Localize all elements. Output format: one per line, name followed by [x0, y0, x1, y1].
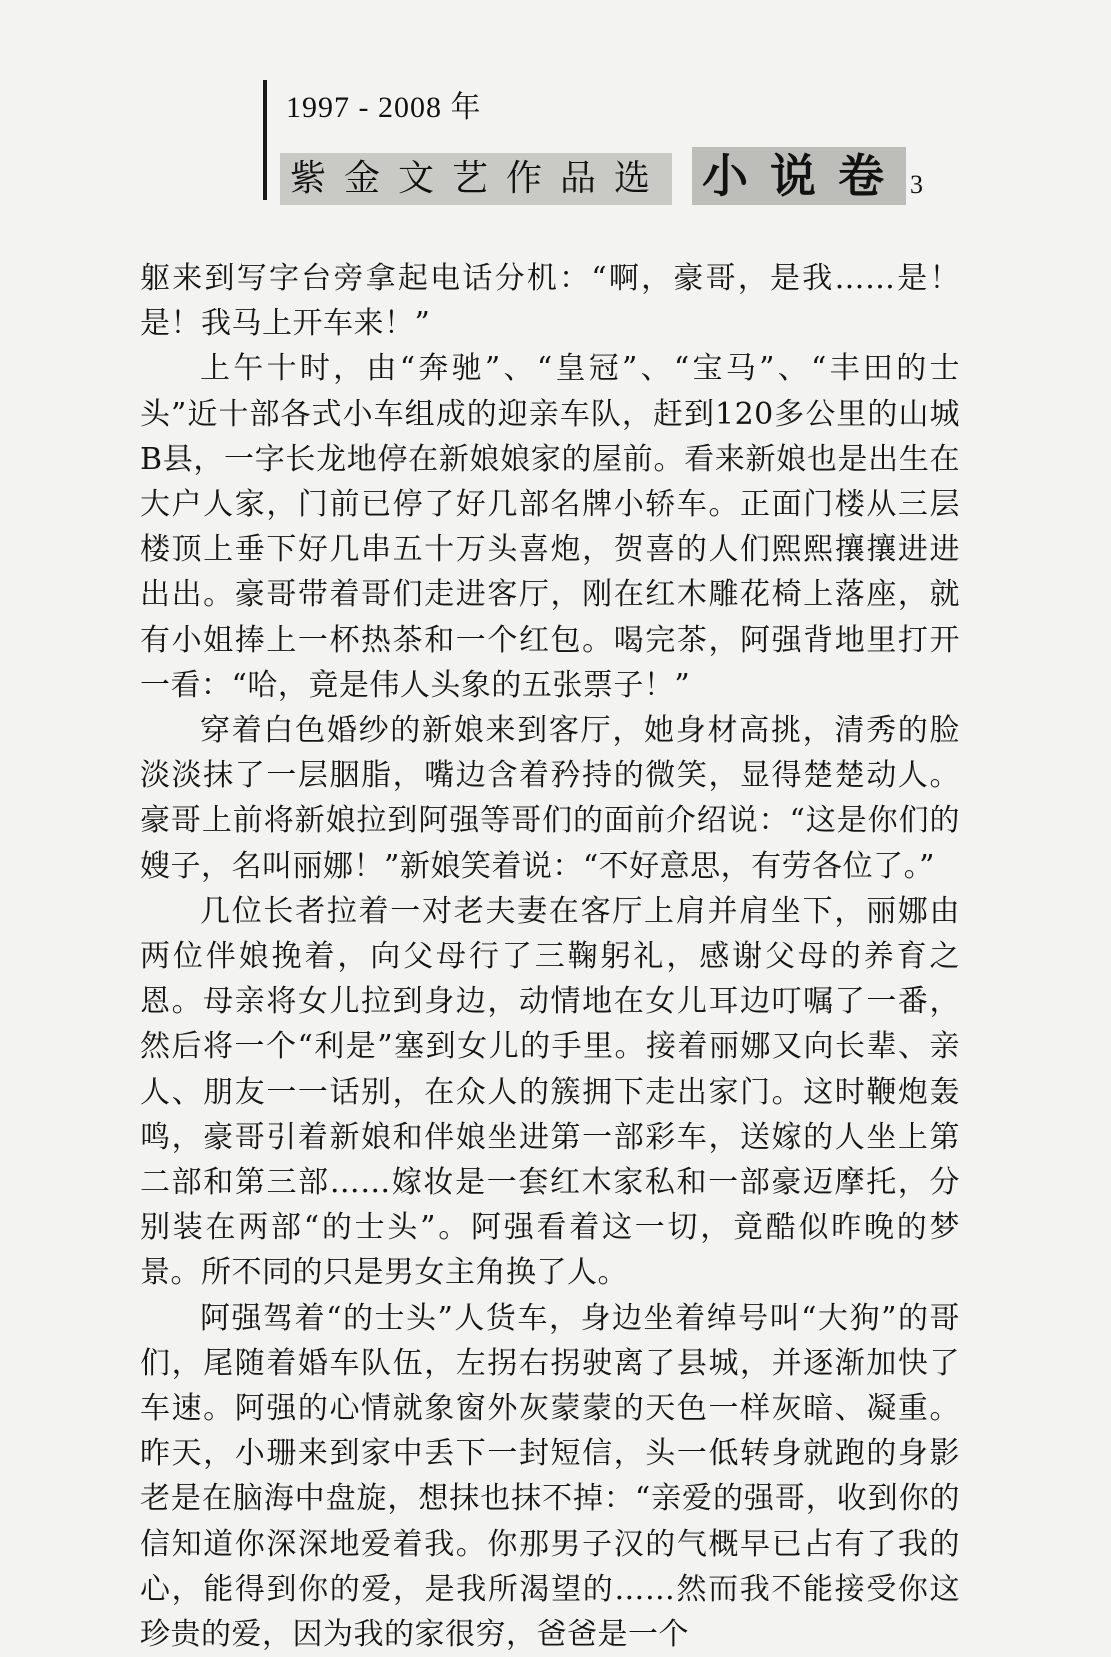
- paragraph: 躯来到写字台旁拿起电话分机：“啊，豪哥，是我……是！是！我马上开车来！”: [140, 261, 960, 342]
- header-year-range: 1997 - 2008 年: [286, 91, 482, 124]
- paragraph: 穿着白色婚纱的新娘来到客厅，她身材高挑，清秀的脸淡淡抹了一层胭脂，嘴边含着矜持的微笑，显得楚楚动人。豪哥上前将新娘拉到阿强等哥们的面前介绍说：“这是你们的嫂子，名叫丽娜！”新娘笑着说：“不好意思，有劳各位了。”: [140, 713, 960, 884]
- running-header: [280, 145, 923, 205]
- paragraph: 阿强驾着“的士头”人货车，身边坐着绰号叫“大狗”的哥们，尾随着婚车队伍，左拐右拐驶离了县城，并逐渐加快了车速。阿强的心情就象窗外灰蒙蒙的天色一样灰暗、凝重。昨天，小珊来到家中丢下一封短信，头一低转身就跑的身影老是在脑海中盘旋，想抹也抹不掉：“亲爱的强哥，收到你的信知道你深深地爱着我。你那男子汉的气概早已占有了我的心，能得到你的爱，是我所渴望的……然而我不能接受你这珍贵的爱，因为我的家很穷，爸爸是一个: [140, 1300, 960, 1653]
- header-vertical-rule: [263, 80, 267, 200]
- paragraph: 几位长者拉着一对老夫妻在客厅上肩并肩坐下，丽娜由两位伴娘挽着，向父母行了三鞠躬礼，感谢父母的养育之恩。母亲将女儿拉到身边，动情地在女儿耳边叮嘱了一番，然后将一个“利是”塞到女儿的手里。接着丽娜又向长辈、亲人、朋友一一话别，在众人的簇拥下走出家门。这时鞭炮轰鸣，豪哥引着新娘和伴娘坐进第一部彩车，送嫁的人坐上第二部和第三部……嫁妆是一套红木家私和一部豪迈摩托，分别装在两部“的士头”。阿强看着这一切，竟酷似昨晚的梦景。所不同的只是男女主角换了人。: [140, 893, 960, 1291]
- page-number: 3: [910, 170, 924, 199]
- paragraph: 上午十时，由“奔驰”、“皇冠”、“宝马”、“丰田的士头”近十部各式小车组成的迎亲车队，赶到120多公里的山城B县，一字长龙地停在新娘娘家的屋前。看来新娘也是出生在大户人家，门前已停了好几部名牌小轿车。正面门楼从三层楼顶上垂下好几串五十万头喜炮，贺喜的人们熙熙攘攘进进出出。豪哥带着哥们走进客厅，刚在红木雕花椅上落座，就有小姐捧上一杯热茶和一个红包。喝完茶，阿强背地里打开一看：“哈，竟是伟人头象的五张票子！”: [140, 351, 960, 703]
- volume-title: 小说卷: [692, 147, 906, 205]
- body-text: [140, 256, 960, 1657]
- series-title: 紫金文艺作品选: [280, 153, 672, 205]
